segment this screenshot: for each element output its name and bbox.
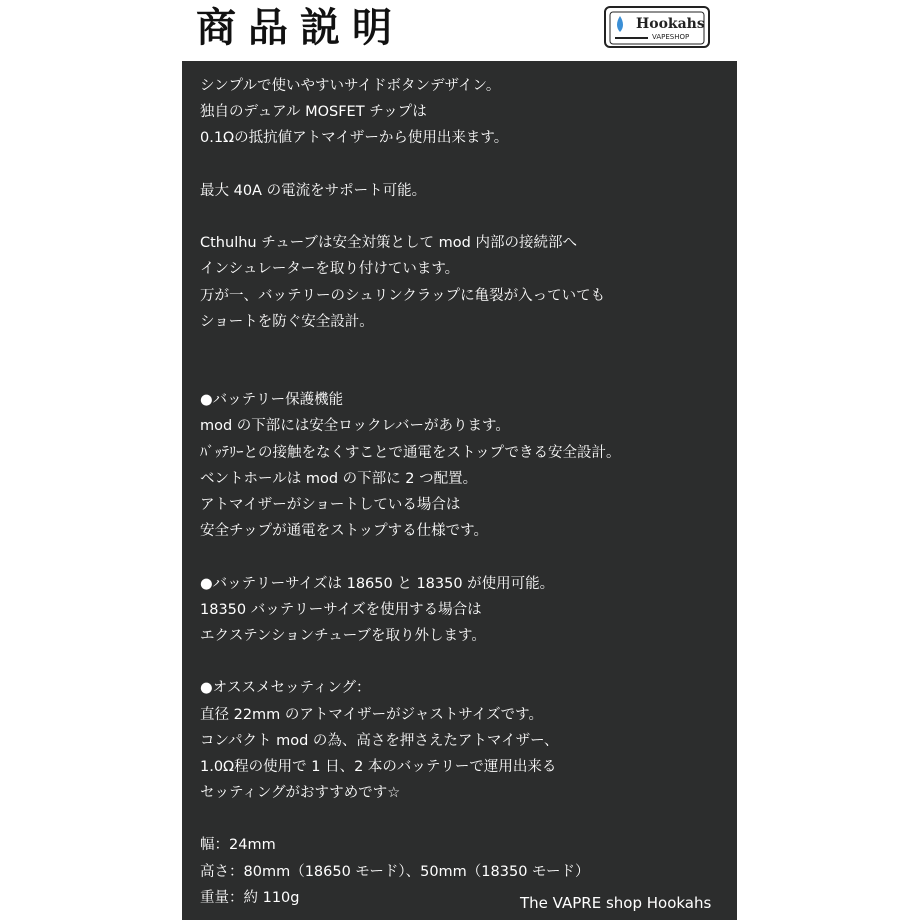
description-line: 独自のデュアル MOSFET チップは xyxy=(200,104,427,121)
description-line: エクステンションチューブを取り外します。 xyxy=(200,627,486,644)
description-line: セッティングがおすすめです☆ xyxy=(200,785,401,802)
logo-brand-text: Hookahs xyxy=(636,16,705,32)
description-line: 重量：約 110g xyxy=(200,889,300,906)
description-line: アトマイザーがショートしている場合は xyxy=(200,497,461,513)
description-line: インシュレーターを取り付けています。 xyxy=(200,261,460,278)
hookahs-logo-icon xyxy=(606,8,712,50)
description-line: ●バッテリー保護機能 xyxy=(200,392,344,409)
description-line: ●オススメセッティング： xyxy=(200,680,371,697)
page-title: 商品説明 xyxy=(196,5,404,51)
description-line xyxy=(200,204,730,230)
description-line xyxy=(200,649,730,675)
description-line: 18350 バッテリーサイズを使用する場合は xyxy=(200,601,482,618)
description-line: ベントホールは mod の下部に 2 つ配置。 xyxy=(200,470,478,487)
description-line: 最大 40A の電流をサポート可能。 xyxy=(200,182,427,199)
description-line: 高さ：80mm（18650 モード）、50mm（18350 モード） xyxy=(200,863,590,880)
description-line: ショートを防ぐ安全設計。 xyxy=(200,313,374,330)
description-line xyxy=(200,361,730,387)
description-text xyxy=(200,73,730,911)
description-line xyxy=(200,544,730,570)
description-line: 幅：24mm xyxy=(200,837,276,854)
description-line xyxy=(200,335,730,361)
description-line xyxy=(200,806,730,832)
description-line xyxy=(200,152,730,178)
footer-credit: The VAPRE shop Hookahs xyxy=(520,894,712,912)
description-line: 1.0Ω程の使用で 1 日、2 本のバッテリーで運用出来る xyxy=(200,758,557,775)
description-line: Cthulhu チューブは安全対策として mod 内部の接続部へ xyxy=(200,235,577,252)
description-line: コンパクト mod の為、高さを押さえたアトマイザー、 xyxy=(200,732,559,749)
description-line: 0.1Ωの抵抗値アトマイザーから使用出来ます。 xyxy=(200,130,509,147)
description-line: mod の下部には安全ロックレバーがあります。 xyxy=(200,418,510,435)
description-line: ●バッテリーサイズは 18650 と 18350 が使用可能。 xyxy=(200,575,555,592)
logo-sub-text: VAPESHOP xyxy=(652,33,690,41)
description-line: ﾊﾞｯﾃﾘｰとの接触をなくすことで通電をストップできる安全設計。 xyxy=(200,444,621,461)
description-line: 直径 22mm のアトマイザーがジャストサイズです。 xyxy=(200,706,544,723)
description-line: 万が一、バッテリーのシュリンクラップに亀裂が入っていても xyxy=(200,287,606,304)
shop-logo xyxy=(604,6,710,48)
description-line: シンプルで使いやすいサイドボタンデザイン。 xyxy=(200,78,501,94)
description-line: 安全チップが通電をストップする仕様です。 xyxy=(200,523,488,540)
